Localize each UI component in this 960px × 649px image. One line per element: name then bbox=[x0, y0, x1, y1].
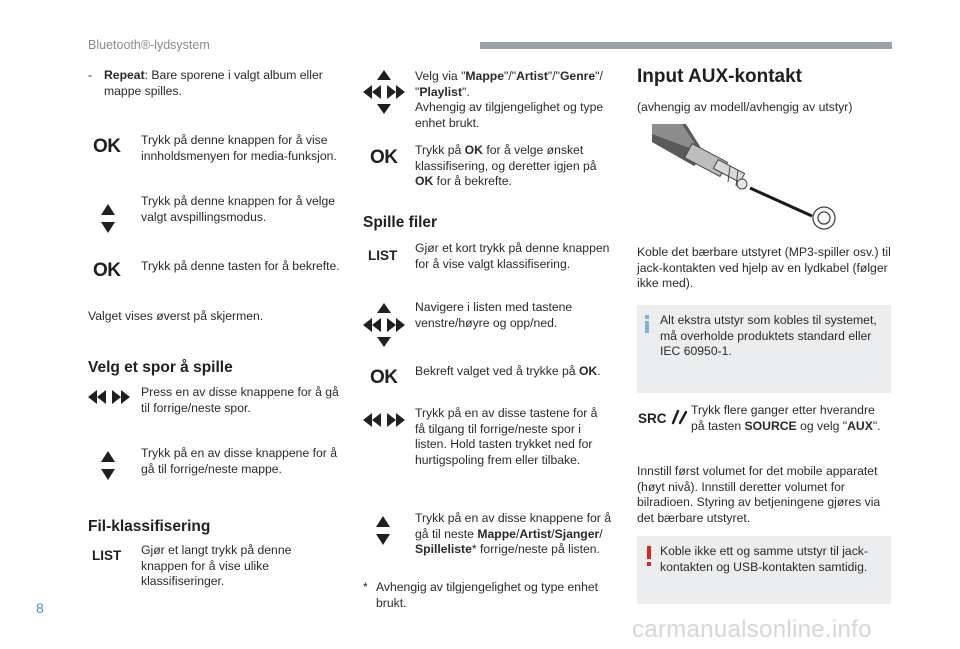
prev-next-folder-text: Trykk på en av disse knappene for å gå til forrige/neste mappe. bbox=[141, 446, 338, 476]
ok-select-category-text: Trykk på OK for å velge ønsket klassifisering, og deretter igjen på OK for å bekrefte. bbox=[415, 143, 597, 188]
left-right-arrows-icon bbox=[88, 390, 130, 404]
choose-category-text: Velg via "Mappe"/"Artist"/"Genre"/ "Playlist". Avhengig av tilgjengelighet og type enhet brukt. bbox=[415, 69, 604, 130]
short-press-list-text: Gjør et kort trykk på denne knappen for å vise valgt klassifisering. bbox=[415, 241, 610, 271]
repeat-paragraph bbox=[104, 68, 339, 99]
repeat-label: Repeat bbox=[104, 68, 145, 82]
watermark: carmanualsonline.info bbox=[632, 616, 872, 643]
header-rule bbox=[480, 42, 892, 49]
directional-pad-icon bbox=[363, 303, 405, 347]
directional-pad-icon bbox=[363, 70, 405, 114]
play-mode-text: Trykk på denne knappen for å velge valgt avspillingsmodus. bbox=[141, 194, 335, 224]
repeat-text: : Bare sporene i valgt album eller mappe spilles. bbox=[104, 68, 323, 98]
page-number: 8 bbox=[36, 600, 44, 616]
availability-text: Avhengig av tilgjengelighet og type enhet brukt. bbox=[415, 100, 604, 130]
navigate-list-text: Navigere i listen med tastene venstre/høyre og opp/ned. bbox=[415, 300, 573, 330]
repeat-dash: - bbox=[88, 68, 93, 82]
jack-plug-illustration bbox=[652, 122, 840, 230]
src-button-icon bbox=[638, 408, 688, 426]
warning-icon bbox=[646, 546, 652, 566]
prev-next-track-text: Press en av disse knappene for å gå til forrige/neste spor. bbox=[141, 385, 339, 415]
warning-text: Koble ikke ett og samme utstyr til jack-kontakten og USB-kontakten samtidig. bbox=[660, 544, 868, 574]
section-subtitle: (avhengig av modell/avhengig av utstyr) bbox=[637, 100, 853, 114]
up-down-arrows-icon bbox=[100, 204, 116, 234]
src-label: SRC bbox=[638, 411, 667, 426]
footnote-star: * bbox=[363, 580, 368, 594]
ok-button-icon: OK bbox=[370, 147, 398, 168]
ok-menu-text: Trykk på denne knappen for å vise innholdsmenyen for media-funksjon. bbox=[141, 133, 337, 163]
running-header: Bluetooth®-lydsystem bbox=[88, 38, 210, 52]
long-press-list-text: Gjør et langt trykk på denne knappen for å vise ulike klassifiseringer. bbox=[141, 543, 292, 588]
heading-file-classification: Fil-klassifisering bbox=[88, 518, 211, 535]
left-right-arrows-icon bbox=[363, 413, 405, 427]
section-title: Input AUX-kontakt bbox=[637, 66, 803, 87]
heading-play-files: Spille filer bbox=[363, 214, 438, 231]
prev-next-in-list-text: Trykk på en av disse tastene for å få tilgang til forrige/neste spor i listen. Hold tasten trykket ned for hurtigspoling frem eller tilbake. bbox=[415, 406, 598, 467]
volume-text: Innstill først volumet for det mobile apparatet (høyt nivå). Innstill deretter volumet for bilradioen. Styring av betjeningene gjøres via det bærbare utstyret. bbox=[637, 464, 881, 525]
footnote-text: Avhengig av tilgjengelighet og type enhet brukt. bbox=[376, 580, 599, 610]
confirm-selection-text: Bekreft valget ved å trykke på OK. bbox=[415, 364, 601, 378]
ok-button-icon: OK bbox=[93, 260, 121, 281]
up-down-arrows-icon bbox=[375, 516, 391, 546]
source-aux-text: Trykk flere ganger etter hverandre på tasten SOURCE og velg "AUX". bbox=[691, 403, 881, 433]
next-folder-artist-text: Trykk på en av disse knappene for å gå til neste Mappe/Artist/Sjanger/ Spilleliste* forrige/neste på listen. bbox=[415, 511, 612, 556]
heading-select-track: Velg et spor å spille bbox=[88, 359, 233, 376]
phone-handset-icon bbox=[670, 408, 688, 426]
ok-button-icon: OK bbox=[93, 136, 121, 157]
ok-button-icon: OK bbox=[370, 367, 398, 388]
list-button-icon: LIST bbox=[368, 248, 398, 263]
connect-device-text: Koble det bærbare utstyret (MP3-spiller osv.) til jack-kontakten ved hjelp av en lydkabel (følger ikke med). bbox=[637, 245, 891, 290]
info-icon bbox=[643, 315, 651, 333]
info-text: Alt ekstra utstyr som kobles til systemet, må overholde produktets standard eller IEC 60950-1. bbox=[660, 313, 877, 358]
selection-shown-text: Valget vises øverst på skjermen. bbox=[88, 309, 264, 323]
list-button-icon: LIST bbox=[92, 548, 122, 563]
confirm-text: Trykk på denne tasten for å bekrefte. bbox=[141, 259, 340, 273]
up-down-arrows-icon bbox=[100, 451, 116, 481]
